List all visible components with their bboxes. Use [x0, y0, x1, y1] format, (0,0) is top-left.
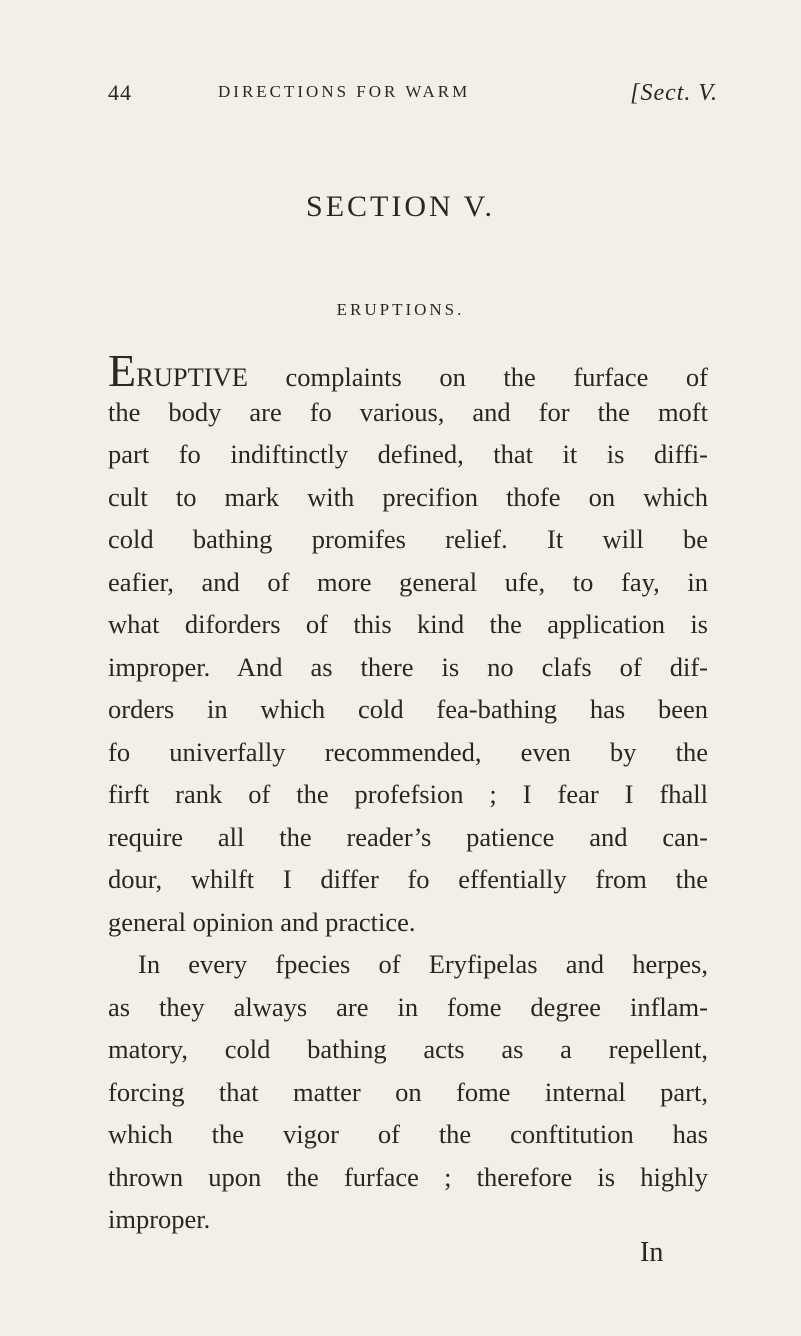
page-number: 44 — [108, 80, 132, 105]
text-line: cold bathing promifes relief. It will be — [108, 524, 708, 554]
text-line: eafier, and of more general ufe, to fay, in — [108, 566, 708, 597]
text-line: matory, cold bathing acts as a repellent, — [108, 1034, 708, 1064]
catchword: In — [640, 1237, 664, 1268]
text-line: thrown upon the furface ; therefore is highly — [108, 1161, 708, 1192]
text-line: as they always are in fome degree inflam- — [108, 991, 708, 1022]
text-line: orders in which cold fea-bathing has been — [108, 694, 708, 724]
running-head — [108, 80, 718, 110]
text-line: firft rank of the profefsion ; I fear I fhall — [108, 779, 708, 809]
text-line: forcing that matter on fome internal part, — [108, 1076, 708, 1107]
text-line: In every fpecies of Eryfipelas and herpes, — [138, 949, 708, 979]
text-line — [108, 345, 708, 396]
text-line: part fo indiftinctly defined, that it is diffi- — [108, 439, 708, 469]
running-title: DIRECTIONS FOR WARM — [218, 82, 471, 101]
section-title: SECTION V. — [306, 190, 495, 223]
text-line: cult to mark with precifion thofe on which — [108, 481, 708, 512]
section-reference: [Sect. V. — [630, 80, 718, 106]
text-line: what diforders of this kind the application is — [108, 609, 708, 639]
body-text — [108, 345, 708, 1241]
text-line: dour, whilft I differ fo effentially from the — [108, 864, 708, 894]
text-line: fo univerfally recommended, even by the — [108, 736, 708, 767]
section-subtitle: ERUPTIONS. — [336, 300, 465, 319]
first-line-text: RUPTIVE complaints on the furface of — [136, 362, 708, 392]
text-line: improper. And as there is no clafs of dif- — [108, 651, 708, 682]
drop-cap: E — [108, 345, 137, 396]
text-line: which the vigor of the conftitution has — [108, 1119, 708, 1149]
text-line: the body are fo various, and for the moft — [108, 396, 708, 427]
text-line: improper. — [108, 1204, 211, 1234]
text-line: require all the reader’s patience and can- — [108, 821, 708, 852]
text-line: general opinion and practice. — [108, 906, 416, 937]
